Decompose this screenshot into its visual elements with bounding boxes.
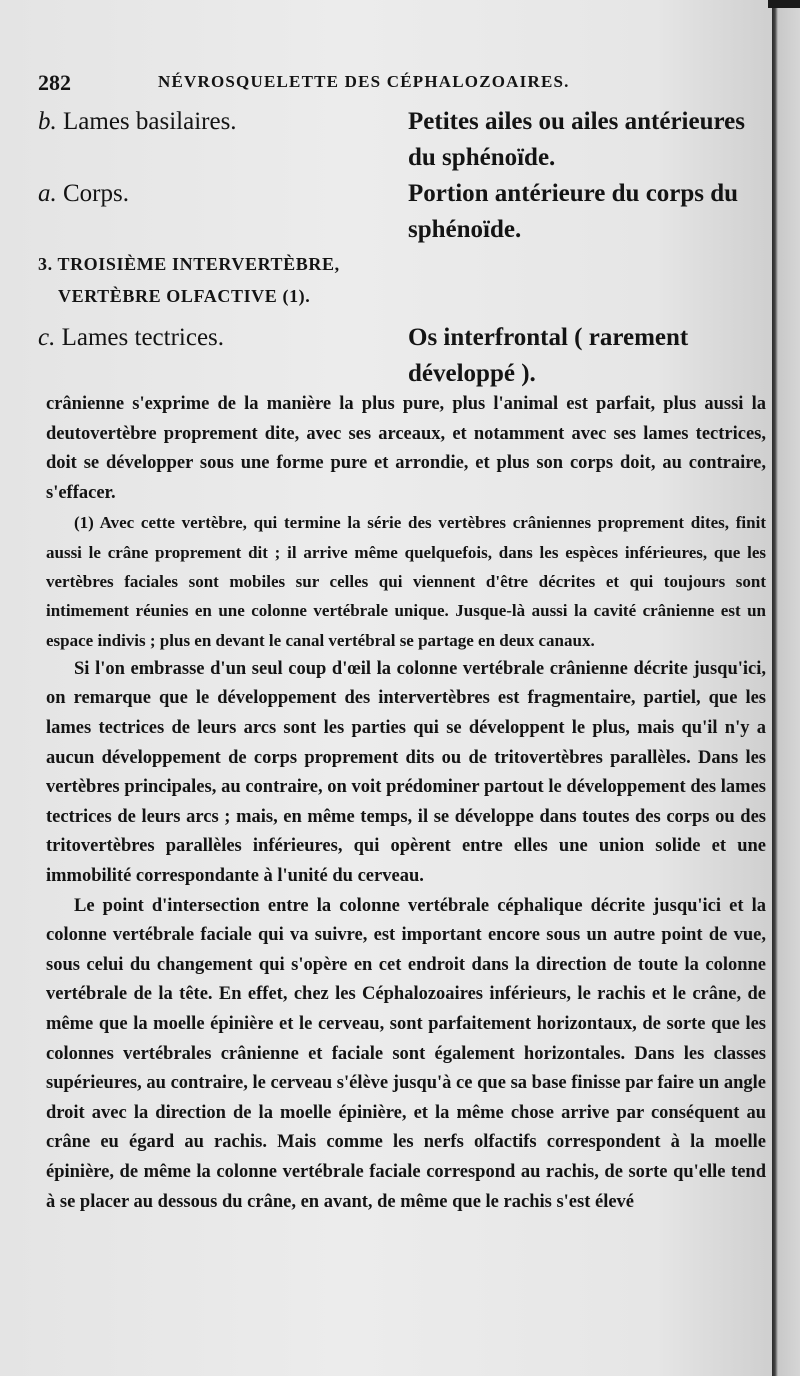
table-row xyxy=(38,176,748,248)
table-row xyxy=(38,320,748,392)
table-row xyxy=(38,248,748,320)
page-edge-shadow xyxy=(768,0,800,8)
table-right-cell: Portion antérieure du corps du sphénoïde. xyxy=(408,180,739,243)
item-marker: b. xyxy=(38,108,57,135)
table-right-cell: Os interfrontal ( rarement développé ). xyxy=(408,324,689,387)
table-row xyxy=(38,104,748,176)
page-number: 282 xyxy=(38,70,71,95)
paragraph: crânienne s'exprime de la manière la plus pure, plus l'animal est parfait, plus aussi la deutovertèbre proprement dite, avec ses arceaux, et notamment avec ses lames tectrices, doit se développer sous une forme pure et arrondie, et plus son corps doit, au contraire, s'effacer. xyxy=(46,394,766,503)
table-left-cell xyxy=(38,104,398,140)
running-title: NÉVROSQUELETTE DES CÉPHALOZOAIRES. xyxy=(158,72,570,91)
footnote: (1) Avec cette vertèbre, qui termine la série des vertèbres crâniennes proprement dites, finit aussi le crâne proprement dit ; il arrive même quelquefois, dans les espèces inférieures, que les vertèbres faciales sont mobiles sur celles qui viennent d'être décrites et qui toujours sont intimement réunies en une colonne vertébrale unique. Jusque-là aussi la cavité crânienne est un espace indivis ; plus en devant le canal vertébral se partage en deux canaux. xyxy=(46,513,766,650)
item-label: Corps. xyxy=(63,180,129,207)
body-text xyxy=(46,390,766,1217)
item-marker: c. xyxy=(38,324,56,351)
page-header xyxy=(38,70,738,98)
item-label: Lames tectrices. xyxy=(61,324,225,351)
paragraph: Le point d'intersection entre la colonne vertébrale céphalique décrite jusqu'ici et la colonne vertébrale faciale qui va suivre, est important encore sous un autre point de vue, sous celui du changement qui s'opère en cet endroit dans la direction de toute la colonne vertébrale de la tête. En effet, chez les Céphalozoaires inférieurs, le rachis et le crâne, de même que la moelle épinière et le cerveau, sont parfaitement horizontaux, de sorte que les colonnes vertébrales crânienne et faciale sont également horizontales. Dans les classes supérieures, au contraire, le cerveau s'élève jusqu'à ce que sa base finisse par faire un angle droit avec la direction de la moelle épinière, et la même chose arrive par conséquent au crâne eu égard au rachis. Mais comme les nerfs olfactifs correspondent à la moelle épinière, de même la colonne vertébrale faciale correspond au rachis, de sorte qu'elle tend à se placer au dessous du crâne, en avant, de même que le rachis s'est élevé xyxy=(46,895,766,1212)
item-label: Lames basilaires. xyxy=(63,108,237,135)
correspondence-table xyxy=(38,104,748,392)
table-left-cell xyxy=(38,320,398,356)
paragraph: Si l'on embrasse d'un seul coup d'œil la colonne vertébrale crânienne décrite jusqu'ici, on remarque que le développement des intervertèbres est fragmentaire, partiel, que les lames tectrices de leurs arcs sont les parties qui se développent le plus, mais qu'il n'y a aucun développement de corps proprement dits ou de tritovertèbres parallèles. Dans les vertèbres principales, au contraire, on voit prédominer partout le développement des lames tectrices de leurs arcs ; mais, en même temps, il se développe dans toutes des corps ou des tritovertèbres parallèles inférieures, qui opèrent entre elles une union solide et une immobilité correspondante à l'unité du cerveau. xyxy=(46,658,766,887)
table-left-cell xyxy=(38,176,398,212)
table-right-cell: Petites ailes ou ailes antérieures du sphénoïde. xyxy=(408,108,745,171)
page-edge xyxy=(772,0,800,1376)
item-marker: a. xyxy=(38,180,57,207)
section-heading: 3. TROISIÈME INTERVERTÈBRE, VERTÈBRE OLFACTIVE (1). xyxy=(38,254,340,306)
